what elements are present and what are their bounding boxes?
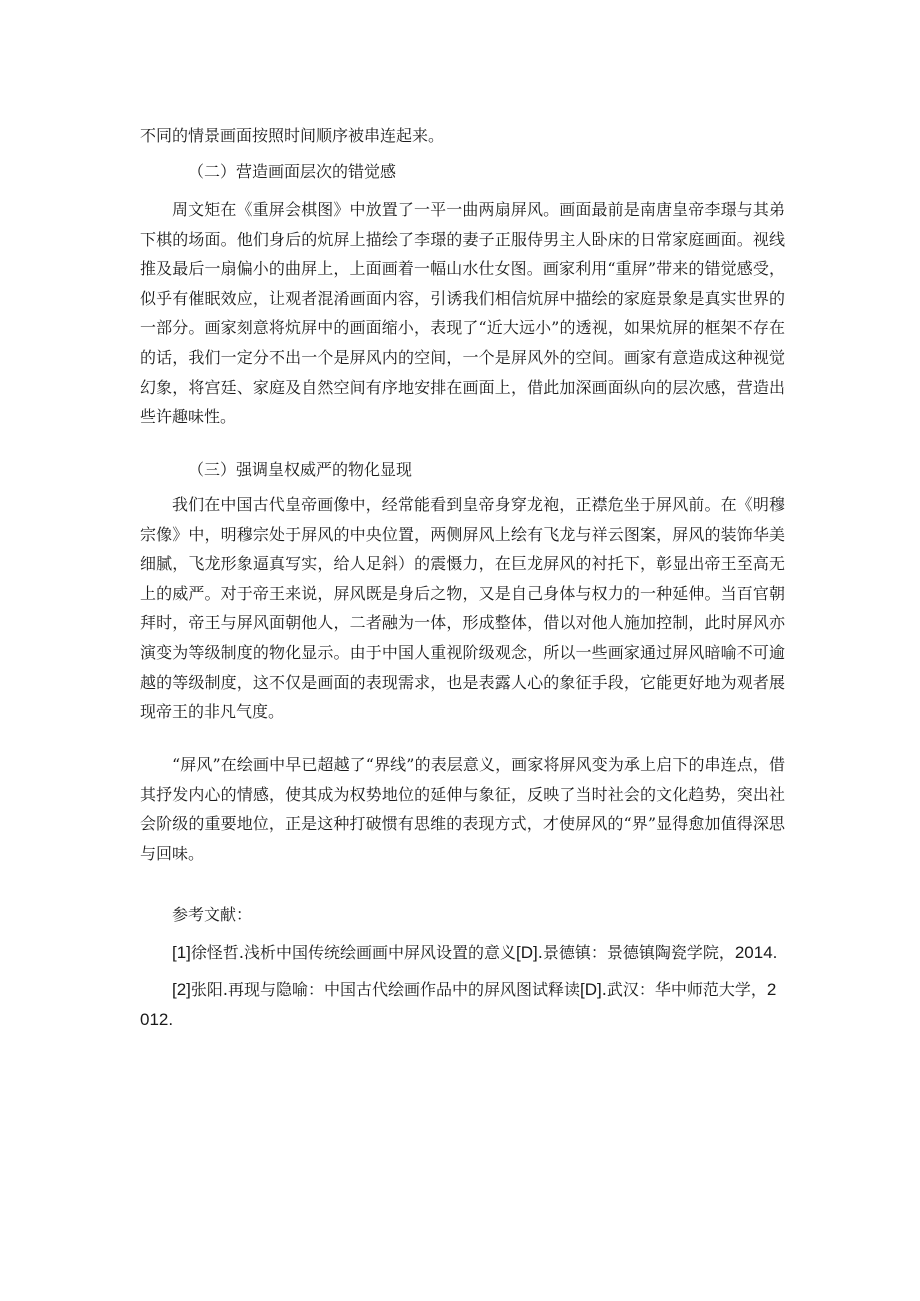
section-2-paragraph: 周文矩在《重屏会棋图》中放置了一平一曲两扇屏风。画面最前是南唐皇帝李璟与其弟下棋的场面。他们身后的炕屏上描绘了李璟的妻子正服侍男主人卧床的日常家庭画面。视线推及最后一扇偏小的曲屏上，上面画着一幅山水仕女图。画家利用“重屏”带来的错觉感受，似乎有催眠效应，让观者混淆画面内容，引诱我们相信炕屏中描绘的家庭景象是真实世界的一部分。画家刻意将炕屏中的画面缩小，表现了“近大远小”的透视，如果炕屏的框架不存在的话，我们一定分不出一个是屏风内的空间，一个是屏风外的空间。画家有意造成这种视觉幻象，将宫廷、家庭及自然空间有序地安排在画面上，借此加深画面纵向的层次感，营造出些许趣味性。: [140, 200, 785, 427]
reference-item-1: [140, 938, 785, 968]
intro-block: [140, 121, 785, 151]
reference-author-title: 张阳.再现与隐喻：中国古代绘画作品中的屏风图试释读: [190, 980, 580, 1000]
references-section: [140, 900, 785, 1034]
reference-item-2: [140, 975, 785, 1034]
reference-publisher: .景德镇：景德镇陶瓷学院，: [537, 942, 735, 962]
reference-author-title: 徐怪哲.浅析中国传统绘画画中屏风设置的意义: [190, 942, 516, 962]
section-2: [140, 157, 785, 187]
section-2-body: [140, 195, 785, 432]
reference-publisher: .武汉：华中师范大学，: [601, 980, 767, 1000]
intro-tail-paragraph: 不同的情景画面按照时间顺序被串连起来。: [140, 126, 445, 145]
reference-year: 2014.: [734, 942, 778, 962]
conclusion-paragraph: “屏风”在绘画中早已超越了“界线”的表层意义，画家将屏风变为承上启下的串连点，借其抒发内心的情感，使其成为权势地位的延伸与象征，反映了当时社会的文化趋势，突出社会阶级的重要地位，正是这种打破惯有思维的表现方式，才使屏风的“界”显得愈加值得深思与回味。: [140, 755, 785, 863]
section-3-paragraph: 我们在中国古代皇帝画像中，经常能看到皇帝身穿龙袍，正襟危坐于屏风前。在《明穆宗像》中，明穆宗处于屏风的中央位置，两侧屏风上绘有飞龙与祥云图案，屏风的装饰华美细腻，飞龙形象逼真写实，给人足斜）的震慑力，在巨龙屏风的衬托下，彰显出帝王至高无上的威严。对于帝王来说，屏风既是身后之物，又是自己身体与权力的一种延伸。当百官朝拜时，帝王与屏风面朝他人，二者融为一体，形成整体，借以对他人施加控制，此时屏风亦演变为等级制度的物化显示。由于中国人重视阶级观念，所以一些画家通过屏风暗喻不可逾越的等级制度，这不仅是画面的表现需求，也是表露人心的象征手段，它能更好地为观者展现帝王的非凡气度。: [140, 495, 785, 722]
section-3-body: [140, 490, 785, 727]
reference-type-tag: [D]: [580, 980, 602, 1000]
section-3: [140, 455, 785, 485]
reference-year: 2012.: [140, 980, 777, 1029]
conclusion-block: [140, 750, 785, 868]
section-3-heading: （三）强调皇权威严的物化显现: [188, 460, 413, 479]
references-title: 参考文献：: [172, 905, 253, 924]
section-2-heading: （二）营造画面层次的错觉感: [188, 162, 397, 181]
reference-type-tag: [D]: [516, 942, 538, 962]
reference-number: [2]: [172, 980, 191, 1000]
reference-number: [1]: [172, 942, 191, 962]
